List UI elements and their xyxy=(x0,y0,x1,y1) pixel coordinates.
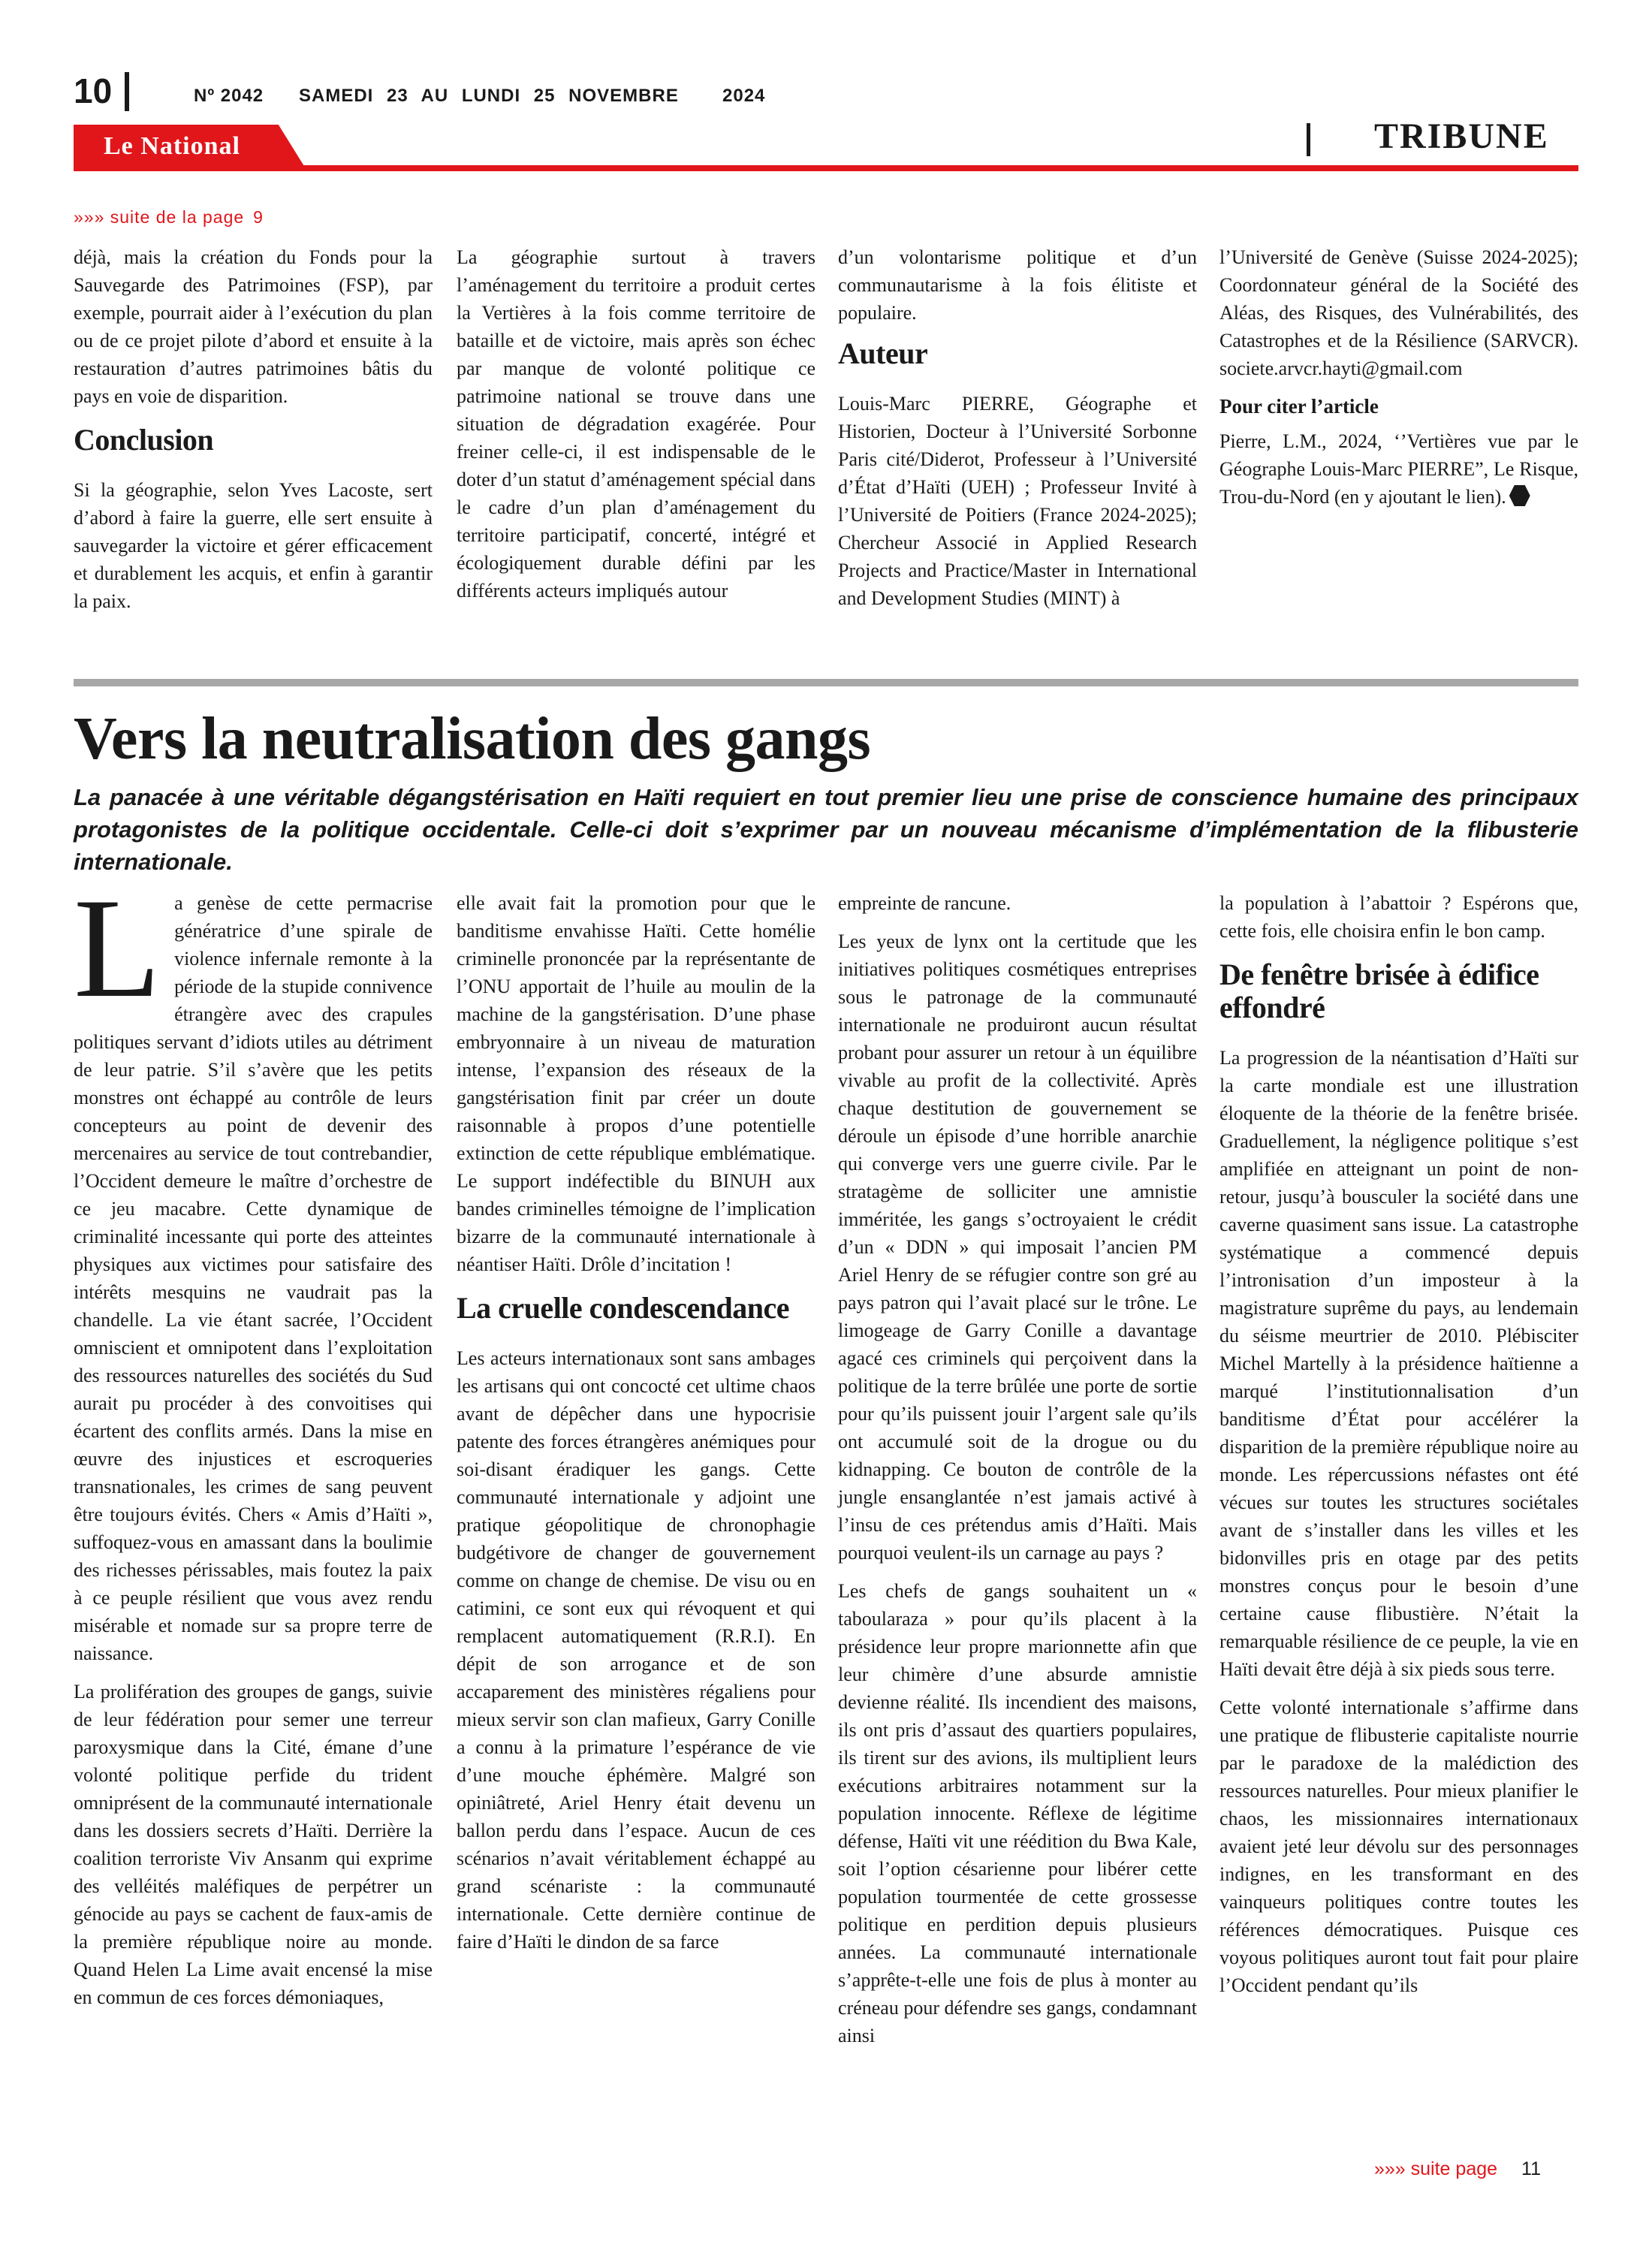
continued-from xyxy=(74,207,263,228)
issue-year: 2024 xyxy=(722,86,766,106)
issue-number: Nº 2042 xyxy=(194,86,264,106)
continued-to xyxy=(1374,2158,1541,2180)
paragraph: elle avait fait la promotion pour que le banditisme envahisse Haïti. Cette homélie criminelle prononcée par la représentante de l’ONU apportait de l’huile au moulin de la machine de la gangstérisation. D’une phase embryonnaire à un niveau de maturation intense, l’expansion des réseaux de la gangstérisation finit par créer un doute raisonnable à propos d’une potentielle extinction de cette république emblématique. Le support indéfectible du BINUH aux bandes criminelles témoigne de l’implication bizarre de la communauté internationale à néantiser Haïti. Drôle d’incitation ! xyxy=(457,892,815,1275)
paragraph: Si la géographie, selon Yves Lacoste, sert d’abord à faire la guerre, elle sert ensuite à sauvegarder la victoire et gérer efficacement et durablement les acquis, et enfin à garantir la paix. xyxy=(74,479,433,612)
article-headline: Vers la neutralisation des gangs xyxy=(74,706,871,772)
paragraph: Louis-Marc PIERRE, Géographe et Historien, Docteur à l’Université Sorbonne Paris cité/Diderot, Professeur à l’Université d’État d’Haïti (UEH) ; Professeur Invité à l’Université de Poitiers (France 2024-2025); Chercheur Associé in Applied Research Projects and Practice/Master in International and Development Studies (MINT) à xyxy=(838,393,1197,609)
brand-name: Le National xyxy=(104,132,240,160)
issue-date: SAMEDI 23 AU LUNDI 25 NOVEMBRE xyxy=(299,86,679,106)
continued-from-label: »»» suite de la page xyxy=(74,207,245,227)
continued-to-label: »»» suite page xyxy=(1374,2158,1498,2179)
section-label: TRIBUNE xyxy=(1374,116,1549,156)
paragraph xyxy=(1219,427,1578,511)
main-article-col-3 xyxy=(838,889,1197,2060)
top-article-col-1 xyxy=(74,243,433,626)
cite-heading: Pour citer l’article xyxy=(1219,395,1379,418)
continued-from-page: 9 xyxy=(253,207,263,227)
paragraph: Les chefs de gangs souhaitent un « taboularaza » pour qu’ils placent à la présidence leur propre marionnette afin que leur chimère d’une absurde amnistie devienne réalité. Ils incendient des maisons, ils ont pris d’assaut des quartiers populaires, ils tirent sur des avions, ils multiplient leurs exécutions arbitraires notamment sur la population innocente. Réflexe de légitime défense, Haïti vit une réédition du Bwa Kale, soit l’option césarienne pour libérer cette population tourmentée de cette grossesse politique en perdition depuis plusieurs années. La communauté internationale s’apprête-t-elle une fois de plus à monter au créneau pour défendre ses gangs, condamnant ainsi xyxy=(838,1580,1197,2046)
main-article-col-4 xyxy=(1219,889,1578,2010)
end-of-article-icon xyxy=(1509,485,1530,506)
main-article-col-1 xyxy=(74,870,433,2022)
top-article-col-4 xyxy=(1219,243,1578,521)
article-lede: La panacée à une véritable dégangstérisation en Haïti requiert en tout premier lieu une prise de conscience humaine des principaux protagonistes de la politique occidentale. Celle-ci doit s’exprimer par un nouveau mécanisme d’implémentation de la flibusterie internationale. xyxy=(74,784,1578,875)
subheading-cruelle-condescendance: La cruelle condescendance xyxy=(457,1291,789,1325)
paragraph: Les yeux de lynx ont la certitude que les initiatives politiques cosmétiques entreprises sous le patronage de la communauté internationale ne produiront aucun résultat probant pour assurer un retour à un équilibre vivable au profit de la collectivité. Après chaque destitution de gouvernement se déroule un épisode d’une horrible anarchie qui converge vers une guerre civile. Par le stratagème de solliciter une amnistie imméritée, les gangs s’octroyaient le crédit d’un « DDN » qui imposait l’ancien PM Ariel Henry de se réfugier contre son gré au pays patron qui l’avait placé sur le trône. Le limogeage de Garry Conille a davantage agacé ces criminels qui perçoivent dans la politique de la terre brûlée une porte de sortie pour qu’ils puissent jouir l’argent sale qu’ils ont accumulé soit de la drogue ou du kidnapping. Ce bouton de contrôle de la jungle ensanglantée n’est jamais activé à l’insu de ces prétendus amis d’Haïti. Mais pourquoi veulent-ils un carnage au pays ? xyxy=(838,930,1197,1564)
paragraph: La géographie surtout à travers l’aménagement du territoire a produit certes la Vertières à la fois comme territoire de bataille et de victoire, mais après son échec par manque de volonté politique ce patrimoine national se trouve dans une situation de dégradation exagérée. Pour freiner celle-ci, il est indispensable de le doter d’un statut d’aménagement spécial dans le cadre d’un plan d’aménagement du territoire participatif, concerté, intégré et écologiquement durable défini par les différents acteurs impliqués autour xyxy=(457,246,815,602)
main-article-col-2 xyxy=(457,889,815,1966)
author-heading: Auteur xyxy=(838,336,928,370)
page-number-divider xyxy=(125,72,129,111)
subheading-fenetre-brisee: De fenêtre brisée à édifice effondré xyxy=(1219,958,1539,1024)
paragraph: la population à l’abattoir ? Espérons que, cette fois, elle choisira enfin le bon camp. xyxy=(1219,892,1578,942)
paragraph: empreinte de rancune. xyxy=(838,892,1011,914)
paragraph: Cette volonté internationale s’affirme dans une pratique de flibusterie capitaliste nourrie par le paradoxe de la malédiction des ressources naturelles. Pour mieux planifier le chaos, les missionnaires internationaux avaient jeté leur dévolu sur des personnages indignes, en les transformant en des vainqueurs politiques contre toutes les références démocratiques. Puisque ces voyous politiques auront tout fait pour plaire l’Occident pendant qu’ils xyxy=(1219,1697,1578,1996)
section-divider xyxy=(1307,123,1310,156)
citation-text: Pierre, L.M., 2024, ‘’Vertières vue par le Géographe Louis-Marc PIERRE”, Le Risque, Trou-du-Nord (en y ajoutant le lien). xyxy=(1219,430,1578,508)
paragraph: d’un volontarisme politique et d’un communautarisme à la fois élitiste et populaire. xyxy=(838,246,1197,324)
top-article-col-3 xyxy=(838,243,1197,623)
paragraph xyxy=(74,870,433,1667)
paragraph: La progression de la néantisation d’Haïti sur la carte mondiale est une illustration éloquente de la théorie de la fenêtre brisée. Graduellement, la négligence politique s’est amplifiée en atteignant un point de non-retour, jusqu’à bousculer la société dans une caverne quasiment sans issue. La catastrophe systématique a commencé depuis l’intronisation d’un imposteur à la magistrature suprême du pays, au lendemain du séisme meurtrier de 2010. Plébisciter Michel Martelly à la présidence haïtienne a marqué l’institutionnalisation d’un banditisme d’État pour accélérer la disparition de la première république noire au monde. Les répercussions néfastes ont été vécues sur toutes les structures sociétales avant de s’installer dans les villes et les bidonvilles pris en otage par des petits monstres conçus pour le besoin d’une certaine cause flibustière. N’était la remarquable résilience de ce peuple, la vie en Haïti devait être déjà à six pieds sous terre. xyxy=(1219,1047,1578,1680)
article-separator xyxy=(74,679,1578,686)
page-number: 10 xyxy=(74,71,113,110)
continued-to-page: 11 xyxy=(1521,2158,1541,2179)
top-article-col-2 xyxy=(457,243,815,615)
paragraph: déjà, mais la création du Fonds pour la Sauvegarde des Patrimoines (FSP), par exemple, pourrait aider à l’exécution du plan ou de ce projet pilote d’abord et ensuite à la restauration d’autres patrimoines bâtis du pays en voie de disparition. xyxy=(74,246,433,407)
paragraph: La prolifération des groupes de gangs, suivie de leur fédération pour semer une terreur paroxysmique dans la Cité, émane d’une volonté politique perfide du trident omniprésent de la communauté internationale dans les dossiers secrets d’Haïti. Derrière la coalition terroriste Viv Ansanm qui exprime des velléités maléfiques de perpétrer un génocide au pays se cachent de faux-amis de la première république noire au monde. Quand Helen La Lime avait encensé la mise en commun de ces forces démoniaques, xyxy=(74,1681,433,2008)
header-rule xyxy=(74,165,1578,171)
paragraph-text: a genèse de cette permacrise génératrice d’une spirale de violence infernale remonte à la période de la stupide connivence étrangère avec des crapules politiques servant d’idiots utiles au détriment de leur patrie. S’il s’avère que les petits monstres ont échappé au contrôle de leurs concepteurs au point de devenir des mercenaires au service de tout contrebandier, l’Occident demeure le maître d’orchestre de ce jeu macabre. Cette dynamique de criminalité incessante qui porte des atteintes physiques aux victimes pour satisfaire des intérêts mesquins ne vaudrait pas la chandelle. La vie étant sacrée, l’Occident omniscient et omnipotent dans l’exploitation des ressources naturelles des sociétés du Sud aurait pu procéder à des convoitises qui écartent des conflits armés. Dans la mise en œuvre des injustices et escroqueries transnationales, les crimes de sang peuvent être toujours évités. Chers « Amis d’Haïti », suffoquez-vous en amassant dans la boulimie des richesses périssables, mais foutez la paix à ce peuple résilient que vous avez rendu misérable et nomade sur sa propre terre de naissance. xyxy=(74,892,433,1664)
drop-cap: L xyxy=(74,870,161,1027)
conclusion-heading: Conclusion xyxy=(74,423,214,457)
paragraph: Les acteurs internationaux sont sans ambages les artisans qui ont concocté cet ultime chaos avant de dépêcher dans une hypocrisie patente des forces étrangères anémiques pour soi-disant éradiquer les gangs. Cette communauté internationale y adjoint une pratique géopolitique de chronophagie budgétivore de changer de gouvernement comme on change de chemise. De visu ou en catimini, ce sont eux qui révoquent et qui remplacent automatiquement (R.R.I). En dépit de son arrogance et de son accaparement des ministères régaliens pour mieux servir son clan mafieux, Garry Conille a connu à la primature l’espérance de vie d’une mouche éphémère. Malgré son opiniâtreté, Ariel Henry était devenu un ballon perdu dans l’espace. Aucun de ces scénarios n’avait véritablement échappé au grand scénariste : la communauté internationale. Cette dernière continue de faire d’Haïti le dindon de sa farce xyxy=(457,1347,815,1953)
paragraph: l’Université de Genève (Suisse 2024-2025); Coordonnateur général de la Société des Aléas, des Risques, des Vulnérabilités, des Catastrophes et de la Résilience (SARVCR). societe.arvcr.hayti@gmail.com xyxy=(1219,246,1578,379)
